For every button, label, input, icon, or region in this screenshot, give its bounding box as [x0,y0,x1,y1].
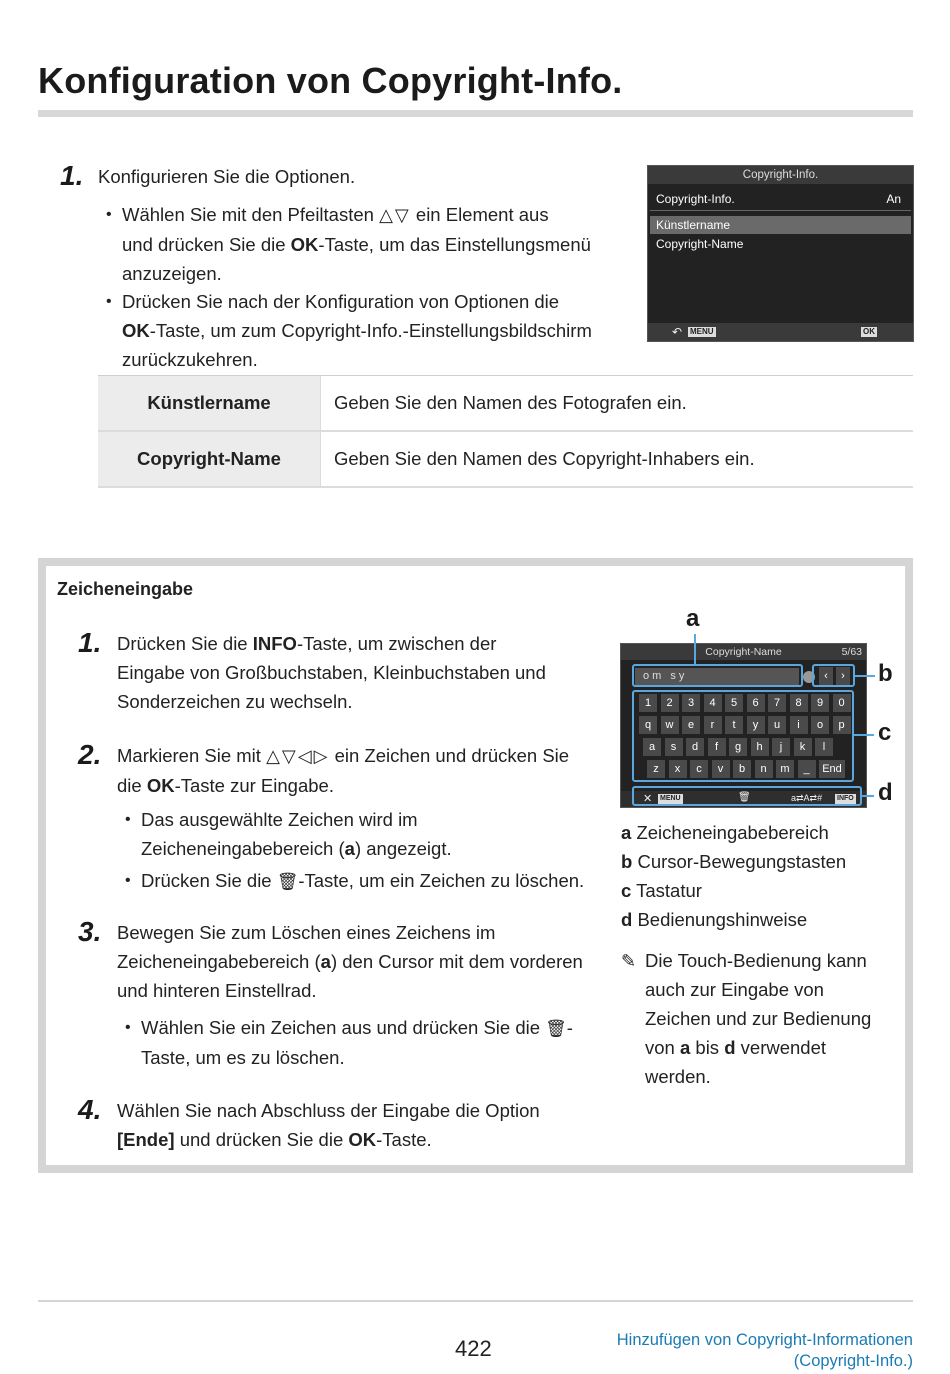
step-1-bullet-1: • Wählen Sie mit den Pfeiltasten △▽ ein Element aus und drücken Sie die OK-Taste, um das Einstellungsmenü anzuzeigen. [122,200,622,288]
up-down-arrow-icon: △▽ [379,205,411,225]
tip-text: Die Touch-Bedienung kann auch zur Eingabe von Zeichen und zur Bedienung von a bis d verwendet werden. [645,950,872,1087]
box-step-3-number: 3. [78,916,102,947]
legend-item: a Zeicheneingabebereich [621,822,829,843]
keyboard-key: _ [798,760,816,778]
box-step-3-bullet-1: • Wählen Sie ein Zeichen aus und drücken Sie die 🗑- Taste, um es zu löschen. [141,1013,611,1072]
title-divider [38,110,913,117]
menu-key-label: MENU [660,795,681,802]
input-mode-label: a⇄A⇄# [791,793,823,803]
close-icon: ✕ [643,793,653,805]
box-step-3-text: Bewegen Sie zum Löschen eines Zeichens im Zeicheneingabebereich (a) den Cursor mit dem vorderen und hinteren Einstellrad. [117,922,583,1001]
screen-row-copyright-name: Copyright-Name [656,237,744,251]
keyboard-key: s [665,738,683,756]
keyboard-key: o [811,716,829,734]
keyboard-key: p [833,716,851,734]
keyboard-key: 0 [833,694,851,712]
keyboard-key: End [819,760,845,778]
box-step-4-text: Wählen Sie nach Abschluss der Eingabe die Option [Ende] und drücken Sie die OK-Taste. [117,1100,540,1150]
footer-divider [38,1300,913,1302]
screen-header: Copyright-Info. [648,166,913,184]
screen-row-copyright-info: Copyright-Info. An [656,192,901,206]
keyboard-key: 4 [704,694,722,712]
character-input-field: om sy [635,668,799,685]
callout-b: b [878,660,893,687]
callout-c: c [878,719,892,746]
keyboard-key: v [712,760,730,778]
trash-icon: 🗑 [545,1019,567,1038]
keyboard-key: b [733,760,751,778]
box-step-1-number: 1. [78,627,102,658]
page-number: 422 [455,1336,492,1361]
keyboard-key: n [755,760,773,778]
menu-key-label: MENU [690,327,714,336]
box-step-2-bullet-1: • Das ausgewählte Zeichen wird im Zeicheneingabebereich (a) angezeigt. [141,805,611,863]
table-value: Geben Sie den Namen des Copyright-Inhabers ein. [320,432,913,486]
highlight-d [632,786,862,806]
step-1-number: 1. [60,160,84,191]
callout-d: d [878,779,893,806]
keyboard-key: g [729,738,747,756]
trash-icon: 🗑 [276,872,299,891]
trash-icon: 🗑 [738,792,751,803]
highlight-a [632,664,803,687]
options-table [98,375,913,488]
info-key-label: INFO [837,795,854,802]
screen-header: Copyright-Name 5/63 [621,644,866,660]
cursor-right-key: › [836,667,850,685]
tip-icon: ✎ [621,951,637,971]
keyboard-key: m [776,760,794,778]
keyboard-key: c [690,760,708,778]
cursor-left-key: ‹ [819,667,833,685]
box-step-2-bullet-2: • Drücken Sie die 🗑-Taste, um ein Zeichen zu löschen. [141,866,611,896]
keyboard-key: 6 [747,694,765,712]
keyboard-key: x [669,760,687,778]
keyboard-key: 9 [811,694,829,712]
keyboard-key: r [704,716,722,734]
keyboard-key: i [790,716,808,734]
leader-a [694,634,696,664]
keyboard-key: f [708,738,726,756]
keyboard-key: h [751,738,769,756]
keyboard-key: d [686,738,704,756]
box-step-2-number: 2. [78,739,102,770]
keyboard-key: t [725,716,743,734]
keyboard-key: 7 [768,694,786,712]
char-counter: 5/63 [841,646,862,658]
legend-item: c Tastatur [621,880,702,901]
table-row [98,432,913,488]
legend-item: b Cursor-Bewegungstasten [621,851,847,872]
copyright-info-screen [647,165,914,342]
step-1-bullet-2: • Drücken Sie nach der Konfiguration von Optionen die OK-Taste, um zum Copyright-Info.-Einstellungsbildschirm zurückzukehren. [122,287,632,374]
back-icon: ↶ [672,325,683,339]
keyboard-key: 3 [682,694,700,712]
callout-a: a [686,605,700,632]
section-link[interactable]: Hinzufügen von Copyright-Informationen (Copyright-Info.) [616,1331,913,1370]
step-1-text: Konfigurieren Sie die Optionen. [98,166,356,187]
keyboard-key: 1 [639,694,657,712]
box-step-1-text: Drücken Sie die INFO-Taste, um zwischen der Eingabe von Großbuchstaben, Kleinbuchstaben und Sonderzeichen zu wechseln. [117,633,546,712]
keyboard-key: 5 [725,694,743,712]
page-title: Konfiguration von Copyright-Info. [38,60,623,101]
box-heading: Zeicheneingabe [57,579,194,599]
highlight-b [812,664,855,687]
keyboard-key: w [661,716,679,734]
keyboard-key: z [647,760,665,778]
box-step-4-number: 4. [78,1094,102,1125]
screen-footer [648,323,913,341]
highlight-c [632,690,854,782]
keyboard-key: k [794,738,812,756]
keyboard-key: q [639,716,657,734]
keyboard-key: l [815,738,833,756]
table-key: Künstlername [98,376,320,430]
table-value: Geben Sie den Namen des Fotografen ein. [320,376,913,430]
keyboard-key: e [682,716,700,734]
legend-item: d Bedienungshinweise [621,909,808,930]
table-key: Copyright-Name [98,432,320,486]
keyboard-key: a [643,738,661,756]
arrow-keys-icon: △▽◁▷ [266,746,330,766]
ok-key-label: OK [863,327,875,336]
keyboard-key: y [747,716,765,734]
leader-c [854,734,874,736]
screen-row-kuenstlername: Künstlername [650,216,911,234]
table-row [98,376,913,432]
leader-d [862,795,874,797]
box-step-2-text: Markieren Sie mit △▽◁▷ ein Zeichen und drücken Sie die OK-Taste zur Eingabe. [117,741,617,800]
keyboard-key: 8 [790,694,808,712]
keyboard-key: 2 [661,694,679,712]
keyboard-key: u [768,716,786,734]
leader-b [855,675,875,677]
keyboard-key: j [772,738,790,756]
